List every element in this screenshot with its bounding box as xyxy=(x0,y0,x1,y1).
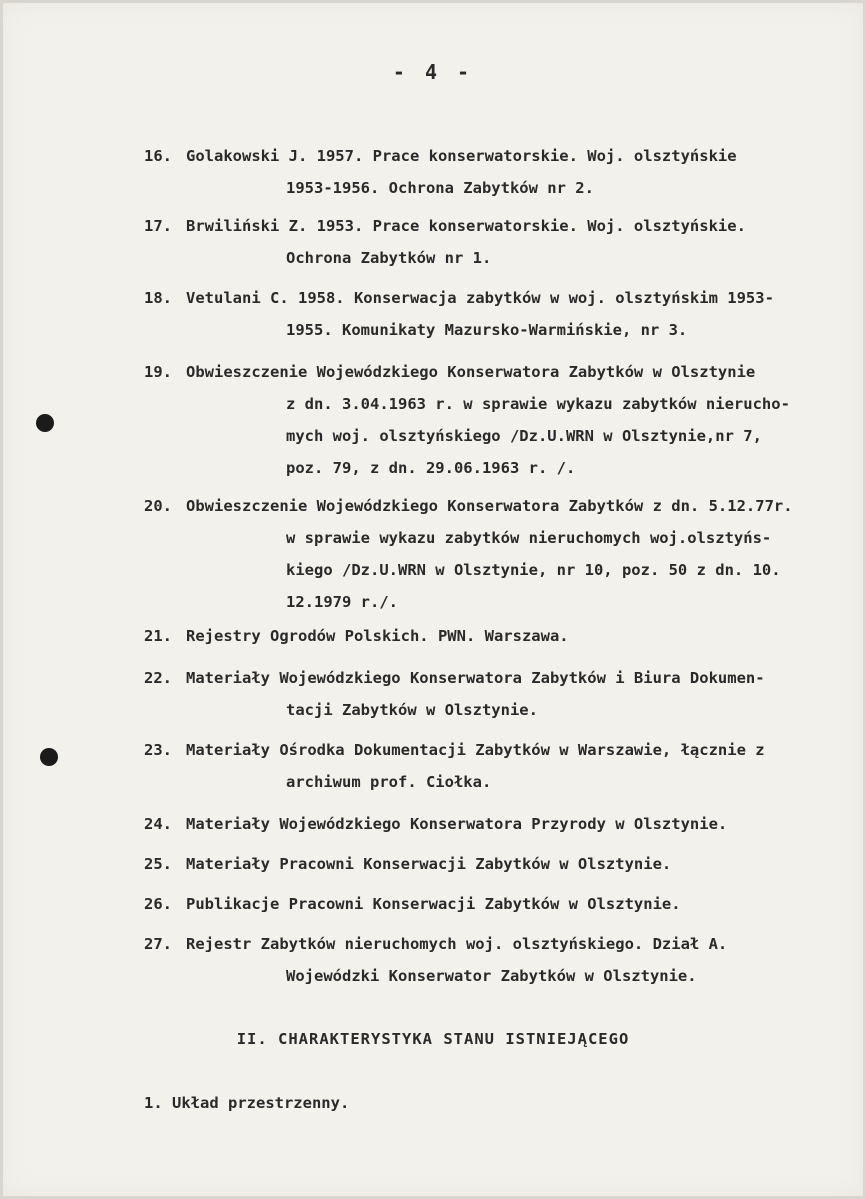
reference-number: 27. xyxy=(144,935,172,953)
reference-text: Materiały Wojewódzkiego Konserwatora Zabytków i Biura Dokumen- xyxy=(186,669,765,687)
reference-line xyxy=(144,662,834,694)
reference-text: Obwieszczenie Wojewódzkiego Konserwatora Zabytków w Olsztynie xyxy=(186,363,756,381)
reference-continuation: z dn. 3.04.1963 r. w sprawie wykazu zabytków nierucho- xyxy=(286,395,790,413)
punch-hole xyxy=(40,748,58,766)
section-heading: II. CHARAKTERYSTYKA STANU ISTNIEJĄCEGO xyxy=(236,1030,630,1048)
reference-line xyxy=(144,356,834,388)
reference-line xyxy=(144,848,834,880)
reference-text: Obwieszczenie Wojewódzkiego Konserwatora Zabytków z dn. 5.12.77r. xyxy=(186,497,793,515)
reference-text: Materiały Pracowni Konserwacji Zabytków w Olsztynie. xyxy=(186,855,672,873)
page-number: - 4 - xyxy=(392,60,474,84)
reference-number: 22. xyxy=(144,669,172,687)
reference-number: 21. xyxy=(144,627,172,645)
reference-text: Rejestr Zabytków nieruchomych woj. olsztyńskiego. Dział A. xyxy=(186,935,728,953)
reference-item xyxy=(144,490,834,618)
reference-number: 25. xyxy=(144,855,172,873)
reference-line xyxy=(144,928,834,960)
reference-line xyxy=(144,490,834,522)
reference-continuation: 12.1979 r./. xyxy=(286,593,398,611)
reference-line xyxy=(144,140,834,172)
reference-text: Rejestry Ogrodów Polskich. PWN. Warszawa. xyxy=(186,627,569,645)
reference-text: Brwiliński Z. 1953. Prace konserwatorskie. Woj. olsztyńskie. xyxy=(186,217,746,235)
reference-line xyxy=(144,808,834,840)
reference-number: 19. xyxy=(144,363,172,381)
reference-line xyxy=(144,620,834,652)
reference-line xyxy=(144,734,834,766)
reference-item xyxy=(144,140,834,204)
reference-text: Golakowski J. 1957. Prace konserwatorskie. Woj. olsztyńskie xyxy=(186,147,737,165)
reference-item xyxy=(144,808,834,840)
reference-text: Materiały Ośrodka Dokumentacji Zabytków w Warszawie, łącznie z xyxy=(186,741,765,759)
reference-continuation: mych woj. olsztyńskiego /Dz.U.WRN w Olsztynie,nr 7, xyxy=(286,427,762,445)
reference-number: 24. xyxy=(144,815,172,833)
reference-item xyxy=(144,356,834,484)
reference-text: Publikacje Pracowni Konserwacji Zabytków w Olsztynie. xyxy=(186,895,681,913)
reference-item xyxy=(144,282,834,346)
reference-line xyxy=(144,282,834,314)
reference-continuation: tacji Zabytków w Olsztynie. xyxy=(286,701,538,719)
reference-item xyxy=(144,848,834,880)
reference-item xyxy=(144,620,834,652)
reference-continuation: 1955. Komunikaty Mazursko-Warmińskie, nr 3. xyxy=(286,321,688,339)
reference-continuation: 1953-1956. Ochrona Zabytków nr 2. xyxy=(286,179,594,197)
reference-number: 17. xyxy=(144,217,172,235)
reference-line xyxy=(144,888,834,920)
reference-number: 20. xyxy=(144,497,172,515)
reference-text: Materiały Wojewódzkiego Konserwatora Przyrody w Olsztynie. xyxy=(186,815,728,833)
reference-continuation: w sprawie wykazu zabytków nieruchomych woj.olsztyńs- xyxy=(286,529,772,547)
reference-item xyxy=(144,734,834,798)
reference-continuation: kiego /Dz.U.WRN w Olsztynie, nr 10, poz. 50 z dn. 10. xyxy=(286,561,781,579)
reference-text: Vetulani C. 1958. Konserwacja zabytków w woj. olsztyńskim 1953- xyxy=(186,289,774,307)
punch-hole xyxy=(36,414,54,432)
reference-item xyxy=(144,662,834,726)
reference-item xyxy=(144,888,834,920)
reference-continuation: Ochrona Zabytków nr 1. xyxy=(286,249,492,267)
reference-number: 16. xyxy=(144,147,172,165)
reference-continuation: poz. 79, z dn. 29.06.1963 r. /. xyxy=(286,459,576,477)
subheading: 1. Układ przestrzenny. xyxy=(144,1094,350,1112)
reference-continuation: Wojewódzki Konserwator Zabytków w Olsztynie. xyxy=(286,967,697,985)
reference-item xyxy=(144,928,834,992)
reference-line xyxy=(144,210,834,242)
reference-number: 23. xyxy=(144,741,172,759)
reference-item xyxy=(144,210,834,274)
reference-continuation: archiwum prof. Ciołka. xyxy=(286,773,492,791)
reference-number: 26. xyxy=(144,895,172,913)
reference-number: 18. xyxy=(144,289,172,307)
